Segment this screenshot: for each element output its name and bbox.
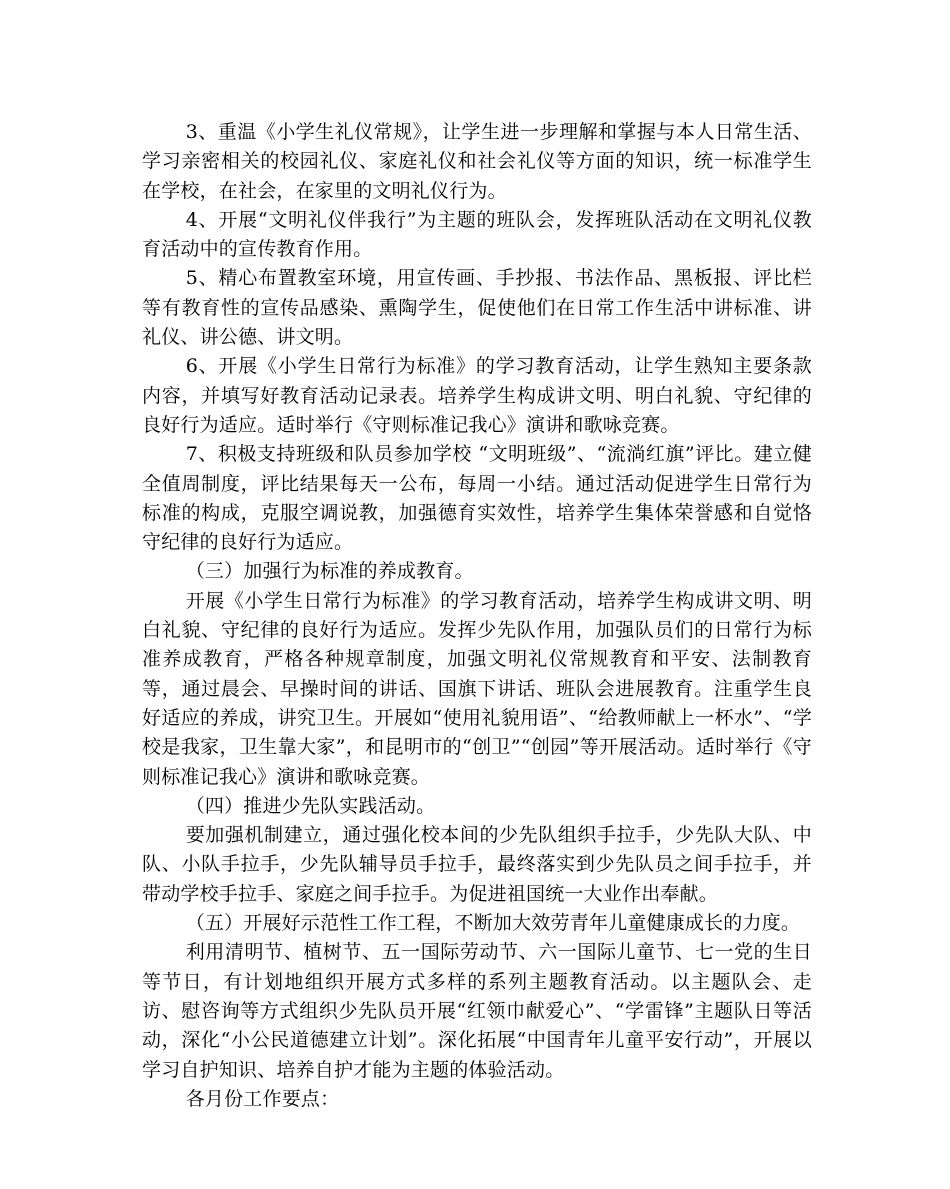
paragraph-item-6: 6、开展《小学生日常行为标准》的学习教育活动，让学生熟知主要条款内容，并填写好教育活动记录表。培养学生构成讲文明、明白礼貌、守纪律的良好行为适应。适时举行《守则标准记我心》演讲和歌咏竞赛。 <box>142 355 812 436</box>
paragraph-item-7: 7、积极支持班级和队员参加学校 “文明班级”、“流淌红旗”评比。建立健全值周制度，评比结果每天一公布，每周一小结。通过活动促进学生日常行为标准的构成，克服空调说教，加强德育实效性，培养学生集体荣誉感和自觉恪守纪律的良好行为适应。 <box>142 443 812 554</box>
section-heading-3: （三）加强行为标准的养成教育。 <box>185 560 474 583</box>
paragraph-behavior-education: 开展《小学生日常行为标准》的学习教育活动，培养学生构成讲文明、明白礼貌、守纪律的良好行为适应。发挥少先队作用，加强队员们的日常行为标准养成教育，严格各种规章制度，加强文明礼仪常规教育和平安、法制教育等，通过晨会、早操时间的讲话、国旗下讲话、班队会进展教育。注重学生良好适应的养成，讲究卫生。开展如“使用礼貌用语”、“给教师献上一杯水”、“学校是我家，卫生靠大家”，和昆明市的“创卫”“创园”等开展活动。适时举行《守则标准记我心》演讲和歌咏竞赛。 <box>142 589 812 788</box>
document-body <box>142 118 812 1114</box>
paragraph-practice-activities: 要加强机制建立，通过强化校本间的少先队组织手拉手，少先队大队、中队、小队手拉手，少先队辅导员手拉手，最终落实到少先队员之间手拉手，并带动学校手拉手、家庭之间手拉手。为促进祖国统一大业作出奉献。 <box>142 824 812 905</box>
section-heading-5: （五）开展好示范性工作工程，不断加大效劳青年儿童健康成长的力度。 <box>185 912 801 935</box>
monthly-work-points-label: 各月份工作要点： <box>185 1087 340 1110</box>
paragraph-holiday-activities: 利用清明节、植树节、五一国际劳动节、六一国际儿童节、七一党的生日等节日，有计划地组织开展方式多样的系列主题教育活动。以主题队会、走访、慰咨询等方式组织少先队员开展“红领巾献爱心”、“学雷锋”主题队日等活动，深化“小公民道德建立计划”。深化拓展“中国青年儿童平安行动”，开展以学习自护知识、培养自护才能为主题的体验活动。 <box>142 941 812 1081</box>
section-heading-4: （四）推进少先队实践活动。 <box>185 794 436 817</box>
paragraph-item-3: 3、重温《小学生礼仪常规》，让学生进一步理解和掌握与本人日常生活、学习亲密相关的校园礼仪、家庭礼仪和社会礼仪等方面的知识，统一标准学生在学校，在社会，在家里的文明礼仪行为。 <box>142 121 812 202</box>
paragraph-item-4: 4、开展“文明礼仪伴我行”为主题的班队会，发挥班队活动在文明礼仪教育活动中的宣传教育作用。 <box>142 208 812 261</box>
paragraph-item-5: 5、精心布置教室环境，用宣传画、手抄报、书法作品、黑板报、评比栏等有教育性的宣传品感染、熏陶学生，促使他们在日常工作生活中讲标准、讲礼仪、讲公德、讲文明。 <box>142 267 812 349</box>
